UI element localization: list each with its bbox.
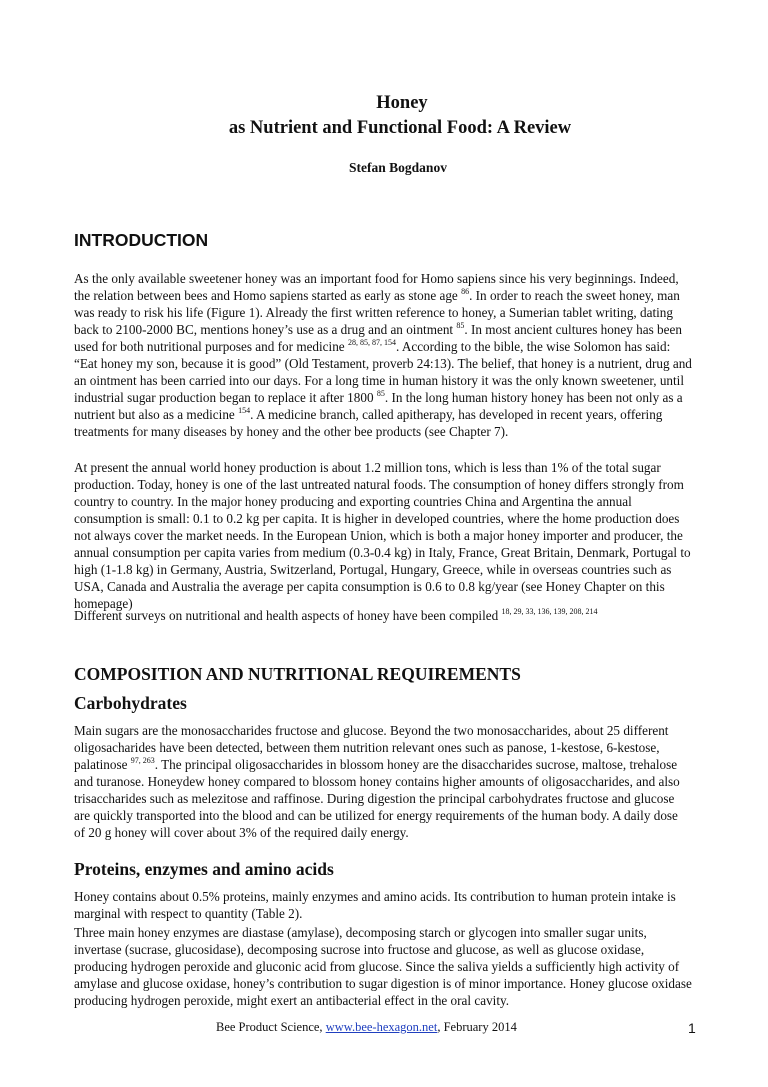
carb-text-1: Main sugars are the monosaccharides fructose and glucose. Beyond the two monosaccharides, about 25 different oligosacharides have been detected, between them nutrition relevant ones such as panose, 1-kestose, 6-kestose, palatinose — [74, 723, 669, 772]
intro-paragraph-3 — [74, 607, 692, 624]
intro-p3-text: Different surveys on nutritional and health aspects of honey have been compiled — [74, 608, 499, 623]
ref-superscript: 97, 263 — [130, 755, 155, 765]
title-line-2: as Nutrient and Functional Food: A Review — [228, 118, 572, 138]
carb-text-2: . The principal oligosaccharides in blossom honey are the disaccharides sucrose, maltose, trehalose and turanose. Honeydew honey compared to blossom honey contains higher amounts of oligosaccharides, and also trisaccharides such as melezitose and raffinose. During digestion the principal carbohydrates fructose and glucose are quickly transported into the blood and can be utilized for energy requirements of the human body. A daily dose of 20 g honey will cover about 3% of the required daily energy. — [74, 757, 680, 840]
proteins-paragraph-1: Honey contains about 0.5% proteins, mainly enzymes and amino acids. Its contribution to human protein intake is marginal with respect to quantity (Table 2). — [74, 889, 676, 921]
proteins-paragraph-2: Three main honey enzymes are diastase (amylase), decomposing starch or glycogen into smaller sugar units, invertase (sucrase, glucosidase), decomposing sucrose into fructose and glucose, as well as glucose oxidase, producing hydrogen peroxide and gluconic acid from glucose. Since the saliva yields a sufficiently high activity of amylase and glucose oxidase, honey’s contribution to sugar digestion is of minor importance. Honey glucose oxidase producing hydrogen peroxide, might exert an antibacterial effect in the oral cavity. — [74, 925, 692, 1008]
author-name: Stefan Bogdanov — [349, 160, 447, 175]
page-number: 1 — [688, 1020, 696, 1036]
introduction-heading: INTRODUCTION — [74, 230, 209, 250]
ref-superscript: 18, 29, 33, 136, 139, 208, 214 — [501, 606, 598, 616]
intro-p1-text-3: . In most ancient cultures honey has been used for both nutritional purposes and for medicine — [74, 322, 682, 354]
intro-p1-text-5: . In the long human history honey has been not only as a nutrient but also as a medicine — [74, 390, 683, 422]
ref-superscript: 85 — [456, 320, 465, 330]
carbohydrates-paragraph — [74, 722, 692, 841]
ref-superscript: 86 — [461, 286, 470, 296]
footer-prefix: Bee Product Science, — [216, 1020, 323, 1034]
intro-paragraph-2: At present the annual world honey production is about 1.2 million tons, which is less than 1% of the total sugar production. Today, honey is one of the last untreated natural foods. The consumption of honey differs strongly from country to country. In the major honey producing and exporting countries China and Argentina the annual consumption is small: 0.1 to 0.2 kg per capita. It is higher in developed countries, where the home production does not always cover the market needs. In the European Union, which is both a major honey importer and producer, the annual consumption per capita varies from medium (0.3-0.4 kg) in Italy, France, Great Britain, Denmark, Portugal to high (1-1.8 kg) in Germany, Austria, Switzerland, Portugal, Hungary, Greece, while in overseas countries such as USA, Canada and Australia the average per capita consumption is 0.6 to 0.8 kg/year (see Honey Chapter on this homepage) — [74, 460, 691, 611]
footer-suffix: , February 2014 — [437, 1020, 517, 1034]
ref-superscript: 154 — [238, 405, 251, 415]
intro-p1-text-1: As the only available sweetener honey was an important food for Homo sapiens since his very beginnings. Indeed, the relation between bees and Homo sapiens started as early as stone age — [74, 271, 679, 303]
intro-p1-text-2: . In order to reach the sweet honey, man was ready to risk his life (Figure 1). Already the first written reference to honey, a Sumerian tablet writing, dating back to 2100-2000 BC, mentions honey’s use as a drug and an ointment — [74, 288, 680, 337]
ref-superscript: 28, 85, 87, 154 — [347, 337, 396, 347]
ref-superscript: 85 — [376, 388, 385, 398]
intro-p1-text-4: . According to the bible, the wise Solomon has said: “Eat honey my son, because it is good” (Old Testament, proverb 24:13). The belief, that honey is a nutrient, drug and an ointment has been carried into our days. For a long time in human history it was the only known sweetener, until industrial sugar production began to replace it after 1800 — [74, 339, 692, 405]
page-footer — [216, 1020, 517, 1035]
carbohydrates-heading: Carbohydrates — [74, 693, 187, 713]
proteins-heading: Proteins, enzymes and amino acids — [74, 859, 334, 879]
title-line-1: Honey — [376, 93, 428, 113]
composition-heading: COMPOSITION AND NUTRITIONAL REQUIREMENTS — [74, 664, 521, 684]
footer-link[interactable]: www.bee-hexagon.net — [325, 1020, 438, 1034]
intro-paragraph-1 — [74, 270, 692, 440]
intro-p1-text-6: . A medicine branch, called apitherapy, has developed in recent years, offering treatments for many diseases by honey and the other bee products (see Chapter 7). — [74, 407, 663, 439]
